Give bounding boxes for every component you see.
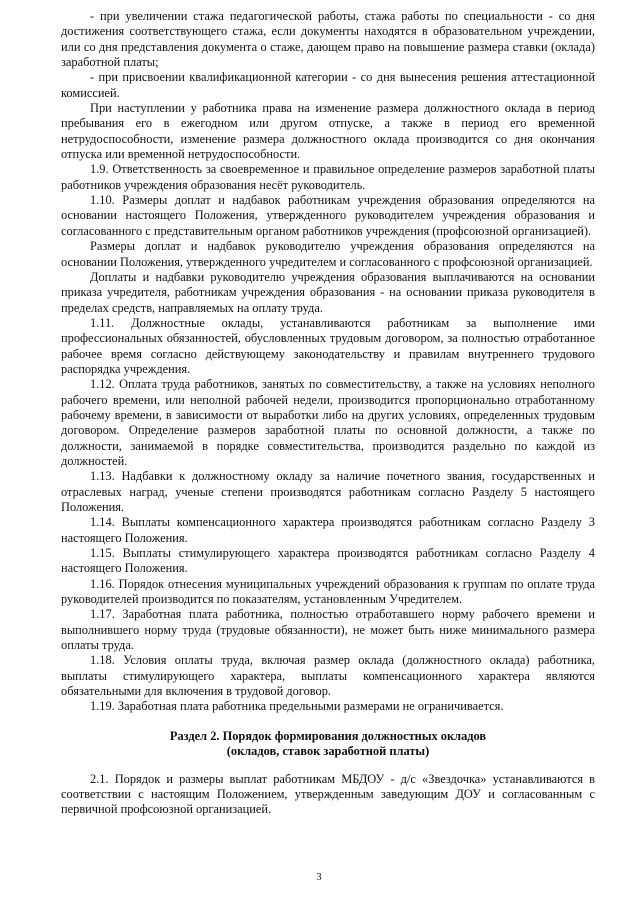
paragraph: 1.19. Заработная плата работника предельными размерами не ограничивается.	[90, 699, 504, 714]
paragraph: 1.14. Выплаты компенсационного характера производятся работникам согласно Разделу 3 настоящего Положения.	[61, 515, 595, 545]
paragraph: 1.10. Размеры доплат и надбавок работникам учреждения образования определяются на основании настоящего Положения, утвержденного руководителем учреждения образования и согласованного с представительным органом работников учреждения (профсоюзной организацией).	[61, 193, 595, 238]
paragraph: 1.13. Надбавки к должностному окладу за наличие почетного звания, государственных и отраслевых наград, ученые степени производятся работникам согласно Разделу 5 настоящего Положения.	[61, 469, 595, 514]
page-number: 3	[316, 872, 322, 883]
paragraph: 1.12. Оплата труда работников, занятых по совместительству, а также на условиях неполного рабочего времени, или неполной рабочей недели, производится пропорционально отработанному рабочему времени, в зависимости от выработки либо на других условиях, определенных трудовым договором. Определение размеров заработной платы по основной должности, а также по должности, занимаемой в порядке совместительства, производится раздельно по каждой из должностей.	[61, 377, 595, 468]
paragraph: 1.11. Должностные оклады, устанавливаются работникам за выполнение ими профессиональных обязанностей, обусловленных трудовым договором, за полностью отработанное рабочее время согласно действующему законодательству и правилам внутреннего трудового распорядка учреждения.	[61, 315, 595, 376]
paragraph: 1.17. Заработная плата работника, полностью отработавшего норму рабочего времени и выполнившего норму труда (трудовые обязанности), не может быть ниже минимального размера оплаты труда.	[61, 607, 595, 653]
section-subtitle-line: (окладов, ставок заработной платы)	[226, 744, 430, 759]
section-title	[61, 729, 595, 760]
section-title-line: Раздел 2. Порядок формирования должностных окладов	[169, 728, 487, 743]
paragraph: - при присвоении квалификационной категории - со дня вынесения решения аттестационной комиссией.	[61, 70, 595, 100]
paragraph: Доплаты и надбавки руководителю учреждения образования выплачиваются на основании приказа учредителя, работникам учреждения образования - на основании приказа руководителя в пределах средств, направляемых на оплату труда.	[61, 269, 595, 315]
paragraph: При наступлении у работника права на изменение размера должностного оклада в период пребывания его в ежегодном или другом отпуске, а также в период его временной нетрудоспособности, изменение размера должностного оклада производится со дня окончания отпуска или временной нетрудоспособности.	[61, 101, 595, 162]
paragraph: 1.18. Условия оплаты труда, включая размер оклада (должностного оклада) работника, выплаты стимулирующего характера, выплаты компенсационного характера являются обязательными для включения в трудовой договор.	[61, 653, 595, 699]
paragraph: 2.1. Порядок и размеры выплат работникам МБДОУ - д/с «Звездочка» устанавливаются в соответствии с настоящим Положением, утвержденным заведующим ДОУ и согласованным с первичной профсоюзной организацией.	[61, 771, 595, 817]
paragraph: 1.16. Порядок отнесения муниципальных учреждений образования к группам по оплате труда руководителей производится по показателям, установленным Учредителем.	[61, 576, 595, 607]
paragraph: 1.9. Ответственность за своевременное и правильное определение размеров заработной платы работников учреждения образования несёт руководитель.	[61, 162, 595, 192]
paragraph: Размеры доплат и надбавок руководителю учреждения образования определяются на основании Положения, утвержденного учредителем и согласованного с профсоюзной организацией.	[61, 239, 595, 269]
paragraph: 1.15. Выплаты стимулирующего характера производятся работникам согласно Разделу 4 настоящего Положения.	[61, 546, 595, 576]
body-text-top	[61, 9, 595, 715]
body-text-bottom	[61, 772, 595, 818]
paragraph: - при увеличении стажа педагогической работы, стажа работы по специальности - со дня достижения соответствующего стажа, если документы находятся в образовательном учреждении, или со дня представления документа о стаже, дающем право на повышение размера ставки (оклада) заработной платы;	[61, 9, 595, 70]
